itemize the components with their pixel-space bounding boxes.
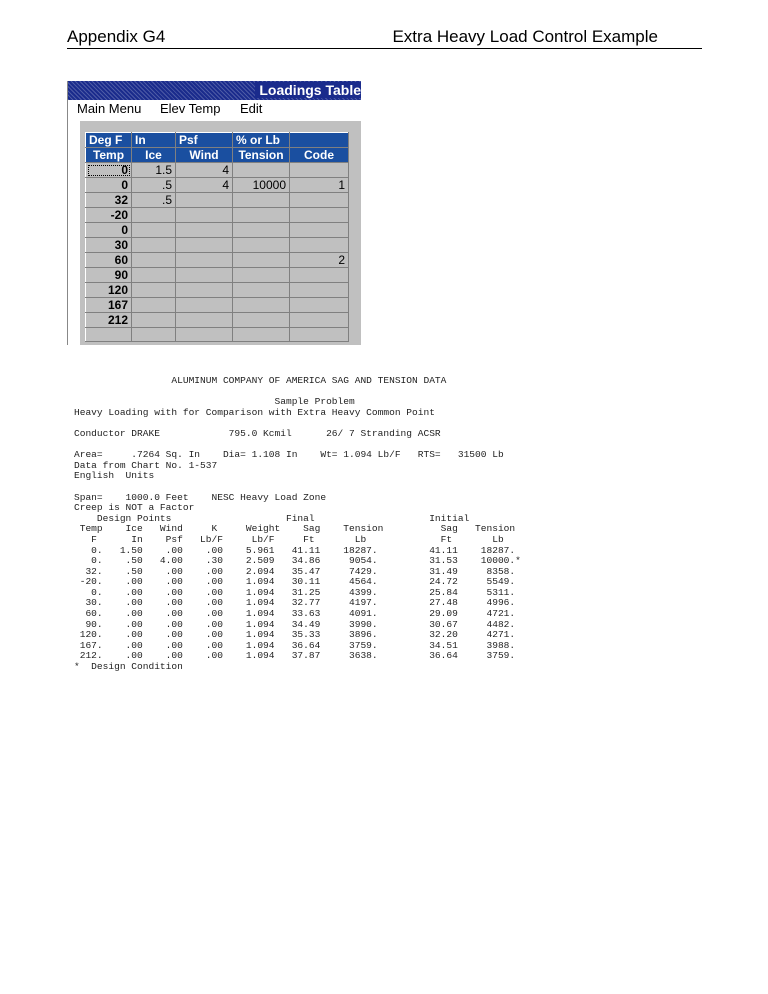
printout-line: 212. .00 .00 .00 1.094 37.87 3638. 36.64 3759. <box>74 650 516 662</box>
grid-header-cell: Code <box>290 148 349 163</box>
grid-cell[interactable] <box>233 313 290 328</box>
appendix-title: Appendix G4 <box>67 27 166 46</box>
grid-cell[interactable]: 0 <box>86 163 132 178</box>
grid-cell[interactable]: 0 <box>86 178 132 193</box>
printout-line: 167. .00 .00 .00 1.094 36.64 3759. 34.51 3988. <box>74 639 516 651</box>
grid-cell[interactable]: 2 <box>290 253 349 268</box>
grid-cell[interactable] <box>86 328 132 342</box>
grid-cell[interactable]: 4 <box>176 163 233 178</box>
grid-cell[interactable] <box>233 328 290 342</box>
printout-line <box>74 482 521 493</box>
grid-cell[interactable] <box>176 268 233 283</box>
grid-cell[interactable] <box>233 268 290 283</box>
sag-tension-printout <box>74 376 521 673</box>
grid-cell[interactable] <box>233 298 290 313</box>
grid-cell[interactable] <box>176 298 233 313</box>
grid-cell[interactable] <box>176 313 233 328</box>
printout-line: 90. .00 .00 .00 1.094 34.49 3990. 30.67 4482. <box>74 618 516 630</box>
grid-header-cell: % or Lb <box>233 133 290 148</box>
grid-header-row <box>86 133 349 148</box>
grid-row <box>86 268 349 283</box>
printout-line: Conductor DRAKE 795.0 Kcmil 26/ 7 Stranding ACSR <box>74 427 441 439</box>
grid-row <box>86 208 349 223</box>
grid-row <box>86 178 349 193</box>
grid-cell[interactable] <box>290 223 349 238</box>
grid-header-row <box>86 148 349 163</box>
grid-cell[interactable] <box>132 253 176 268</box>
menu-main-menu[interactable]: Main Menu <box>77 101 142 116</box>
window-title: Loadings Table <box>255 82 361 98</box>
grid-cell[interactable] <box>132 283 176 298</box>
grid-cell[interactable] <box>290 193 349 208</box>
printout-line: Data from Chart No. 1-537 <box>74 459 218 471</box>
grid-cell[interactable] <box>233 208 290 223</box>
grid-cell[interactable]: 120 <box>86 283 132 298</box>
printout-line: 60. .00 .00 .00 1.094 33.63 4091. 29.09 4721. <box>74 608 516 620</box>
printout-line: Heavy Loading with for Comparison with Extra Heavy Common Point <box>74 406 435 418</box>
grid-cell[interactable] <box>233 223 290 238</box>
grid-cell[interactable]: 1.5 <box>132 163 176 178</box>
grid-cell[interactable]: 167 <box>86 298 132 313</box>
grid-cell[interactable] <box>176 208 233 223</box>
grid-header-cell: Tension <box>233 148 290 163</box>
grid-cell[interactable] <box>176 283 233 298</box>
loadings-window <box>67 81 361 345</box>
grid-cell[interactable] <box>132 298 176 313</box>
printout-line: F In Psf Lb/F Lb/F Ft Lb Ft Lb <box>74 533 504 545</box>
grid-cell[interactable] <box>176 328 233 342</box>
window-titlebar[interactable] <box>68 81 361 100</box>
grid-cell[interactable] <box>176 193 233 208</box>
grid-row <box>86 163 349 178</box>
grid-cell[interactable] <box>233 193 290 208</box>
grid-cell[interactable]: .5 <box>132 178 176 193</box>
grid-cell[interactable] <box>290 163 349 178</box>
grid-cell[interactable]: .5 <box>132 193 176 208</box>
grid-row <box>86 238 349 253</box>
grid-header-cell <box>290 133 349 148</box>
grid-cell[interactable] <box>290 298 349 313</box>
printout-line: 30. .00 .00 .00 1.094 32.77 4197. 27.48 4996. <box>74 597 516 609</box>
grid-row <box>86 298 349 313</box>
grid-row <box>86 283 349 298</box>
grid-cell[interactable]: 10000 <box>233 178 290 193</box>
grid-cell[interactable]: 90 <box>86 268 132 283</box>
printout-line: Area= .7264 Sq. In Dia= 1.108 In Wt= 1.094 Lb/F RTS= 31500 Lb <box>74 449 504 461</box>
grid-cell[interactable] <box>132 268 176 283</box>
grid-cell[interactable] <box>132 223 176 238</box>
grid-row <box>86 253 349 268</box>
menu-edit[interactable]: Edit <box>240 101 263 116</box>
printout-line: 0. .00 .00 .00 1.094 31.25 4399. 25.84 5311. <box>74 586 516 598</box>
printout-line: -20. .00 .00 .00 1.094 30.11 4564. 24.72 5549. <box>74 576 516 588</box>
printout-line: 0. 1.50 .00 .00 5.961 41.11 18287. 41.11 18287. <box>74 544 516 556</box>
menu-elev-temp[interactable]: Elev Temp <box>160 101 221 116</box>
grid-cell[interactable] <box>290 313 349 328</box>
grid-cell[interactable] <box>290 328 349 342</box>
grid-cell[interactable] <box>233 253 290 268</box>
grid-cell[interactable]: 1 <box>290 178 349 193</box>
grid-cell[interactable]: 30 <box>86 238 132 253</box>
printout-line: 32. .50 .00 .00 2.094 35.47 7429. 31.49 8358. <box>74 565 516 577</box>
grid-cell[interactable] <box>290 238 349 253</box>
grid-row <box>86 223 349 238</box>
grid-cell[interactable] <box>132 313 176 328</box>
header-rule <box>67 48 702 49</box>
printout-line: 0. .50 4.00 .30 2.509 34.86 9054. 31.53 10000.* <box>74 555 521 567</box>
grid-cell[interactable] <box>176 253 233 268</box>
grid-cell[interactable]: 60 <box>86 253 132 268</box>
grid-cell[interactable] <box>176 223 233 238</box>
grid-cell[interactable] <box>132 238 176 253</box>
grid-cell[interactable] <box>233 163 290 178</box>
grid-cell[interactable]: 212 <box>86 313 132 328</box>
grid-cell[interactable] <box>290 283 349 298</box>
grid-header-cell: Temp <box>86 148 132 163</box>
grid-header-cell: Ice <box>132 148 176 163</box>
grid-row <box>86 313 349 328</box>
printout-line: Temp Ice Wind K Weight Sag Tension Sag Tension <box>74 523 516 535</box>
grid-cell[interactable]: -20 <box>86 208 132 223</box>
grid-header-cell: Wind <box>176 148 233 163</box>
loadings-grid <box>85 132 349 342</box>
grid-cell[interactable] <box>290 208 349 223</box>
grid-cell[interactable] <box>233 283 290 298</box>
grid-cell[interactable]: 32 <box>86 193 132 208</box>
printout-line: ALUMINUM COMPANY OF AMERICA SAG AND TENSION DATA <box>74 375 447 386</box>
grid-cell[interactable] <box>132 208 176 223</box>
menu-bar <box>68 101 361 119</box>
printout-line: Span= 1000.0 Feet NESC Heavy Load Zone <box>74 491 327 503</box>
printout-line: * Design Condition <box>74 661 183 673</box>
grid-cell[interactable] <box>290 268 349 283</box>
grid-cell[interactable] <box>176 238 233 253</box>
grid-row <box>86 193 349 208</box>
grid-header-cell: Psf <box>176 133 233 148</box>
grid-row <box>86 328 349 342</box>
printout-line: Design Points Final Initial <box>74 512 470 524</box>
printout-line: English Units <box>74 470 155 482</box>
printout-line: 120. .00 .00 .00 1.094 35.33 3896. 32.20 4271. <box>74 629 516 641</box>
grid-cell[interactable] <box>233 238 290 253</box>
printout-line: Creep is NOT a Factor <box>74 502 195 514</box>
section-title: Extra Heavy Load Control Example <box>392 27 658 46</box>
grid-cell[interactable] <box>132 328 176 342</box>
grid-header-cell: In <box>132 133 176 148</box>
grid-cell[interactable]: 4 <box>176 178 233 193</box>
grid-header-cell: Deg F <box>86 133 132 148</box>
printout-line: Sample Problem <box>74 396 355 408</box>
grid-cell[interactable]: 0 <box>86 223 132 238</box>
